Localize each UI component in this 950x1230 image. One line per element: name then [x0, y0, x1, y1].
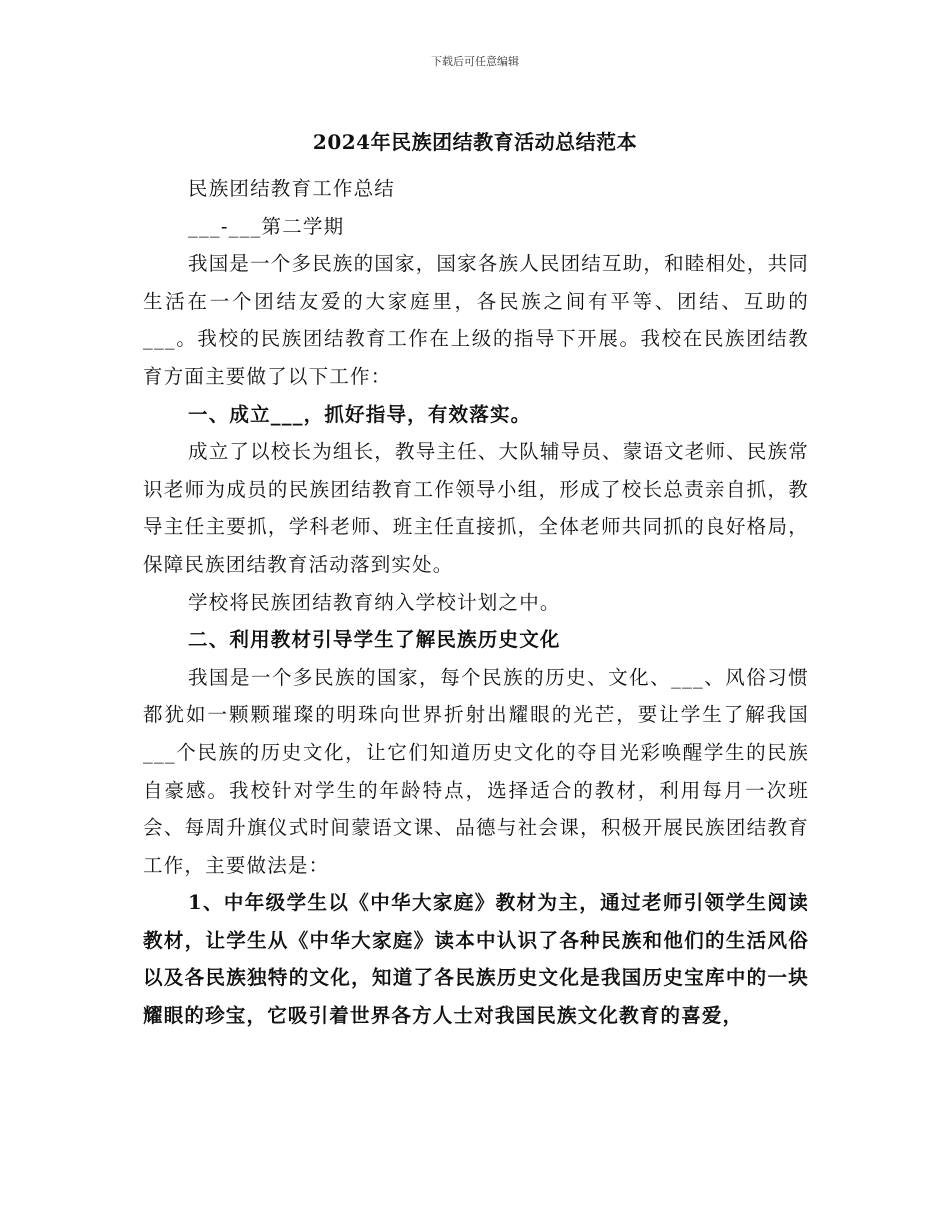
- intro-paragraph: 我国是一个多民族的国家，国家各族人民团结互助，和睦相处，共同生活在一个团结友爱的大家庭里，各民族之间有平等、团结、互助的___。我校的民族团结教育工作在上级的指导下开展。我校在民族团结教育方面主要做了以下工作：: [143, 252, 810, 388]
- document-title: 2024年民族团结教育活动总结范本: [312, 130, 638, 154]
- document-body: [143, 170, 809, 1035]
- section-heading-1: 一、成立___，抓好指导，有效落实。: [188, 402, 532, 426]
- semester-paragraph: ___-___第二学期: [188, 214, 345, 238]
- body-paragraph: 我国是一个多民族的国家，每个民族的历史、文化、___、风俗习惯都犹如一颗颗璀璨的明珠向世界折射出耀眼的光芒，要让学生了解我国___个民族的历史文化，让它们知道历史文化的夺目光彩唤醒学生的民族自豪感。我校针对学生的年龄特点，选择适合的教材，利用每月一次班会、每周升旗仪式时间蒙语文课、品德与社会课，积极开展民族团结教育工作，主要做法是：: [143, 665, 809, 877]
- body-paragraph: 学校将民族团结教育纳入学校计划之中。: [188, 590, 561, 614]
- numbered-paragraph-1: 1、中年级学生以《中华大家庭》教材为主，通过老师引领学生阅读教材，让学生从《中华大家庭》读本中认识了各种民族和他们的生活风俗以及各民族独特的文化，知道了各民族历史文化是我国历史宝库中的一块耀眼的珍宝，它吸引着世界各方人士对我国民族文化教育的喜爱，: [143, 891, 809, 1028]
- subtitle-paragraph: 民族团结教育工作总结: [188, 177, 396, 200]
- section-heading-2: 二、利用教材引导学生了解民族历史文化: [188, 628, 561, 652]
- body-paragraph: 成立了以校长为组长，教导主任、大队辅导员、蒙语文老师、民族常识老师为成员的民族团结教育工作领导小组，形成了校长总责亲自抓，教导主任主要抓，学科老师、班主任直接抓，全体老师共同抓的良好格局，保障民族团结教育活动落到实处。: [143, 440, 810, 576]
- page-header-note: 下载后可任意编辑: [431, 55, 519, 68]
